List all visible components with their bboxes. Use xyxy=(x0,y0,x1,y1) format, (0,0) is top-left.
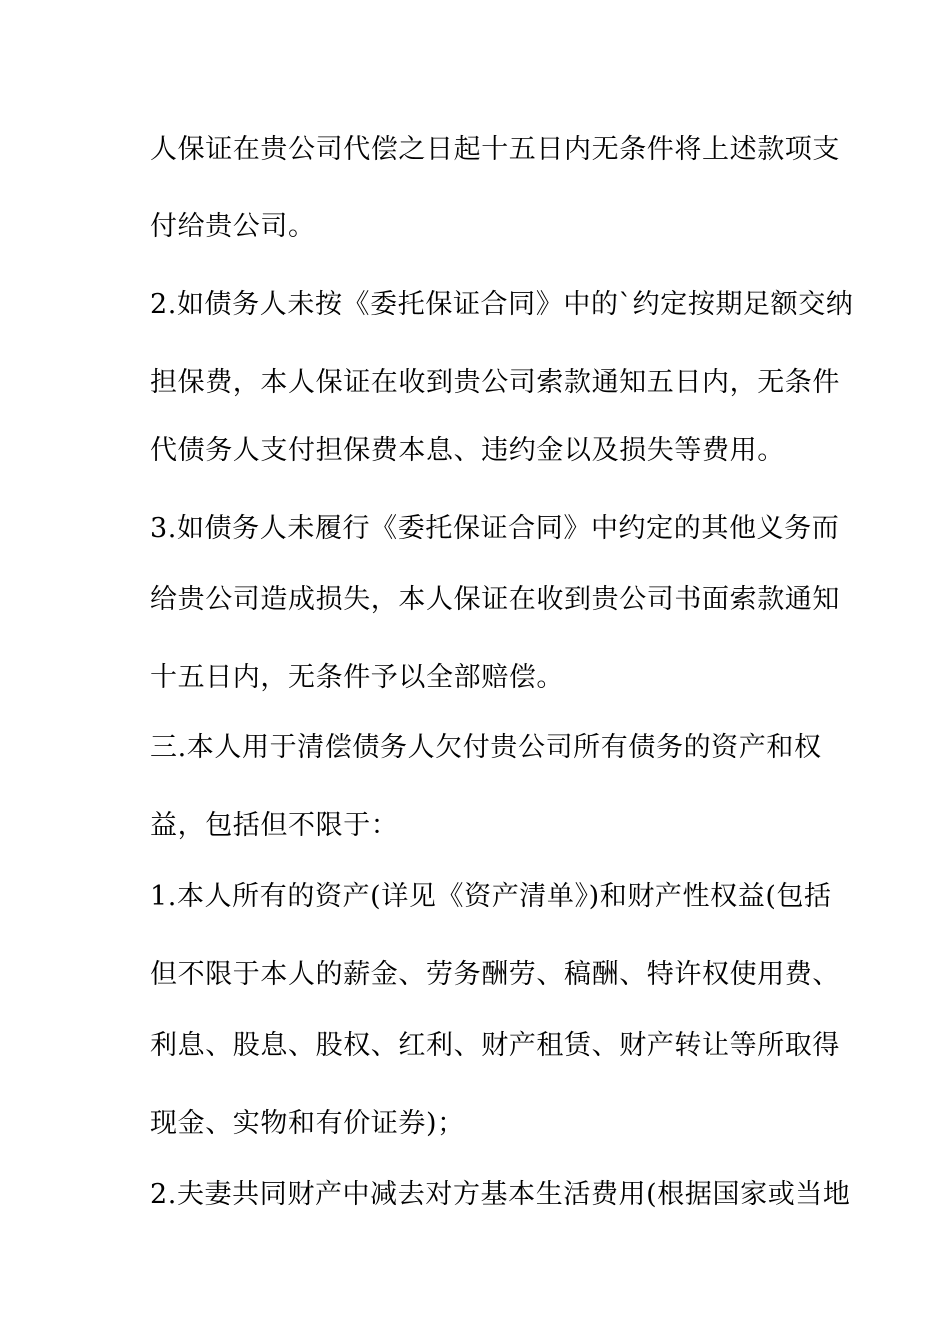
text-line: 三.本人用于清偿债务人欠付贵公司所有债务的资产和权 xyxy=(150,732,822,763)
text-line: 2.夫妻共同财产中减去对方基本生活费用(根据国家或当地 xyxy=(150,1179,851,1210)
text-line: 利息、股息、股权、红利、财产租赁、财产转让等所取得 xyxy=(150,1030,840,1061)
text-line: 3.如债务人未履行《委托保证合同》中约定的其他义务而 xyxy=(150,513,840,544)
text-line: 付给贵公司。 xyxy=(150,211,316,242)
text-line: 益，包括但不限于： xyxy=(150,810,399,841)
text-line: 给贵公司造成损失，本人保证在收到贵公司书面索款通知 xyxy=(150,584,840,615)
text-line: 代债务人支付担保费本息、违约金以及损失等费用。 xyxy=(150,435,785,466)
text-line: 人保证在贵公司代偿之日起十五日内无条件将上述款项支 xyxy=(150,134,840,165)
text-line: 担保费，本人保证在收到贵公司索款通知五日内，无条件 xyxy=(150,367,840,398)
text-line: 但不限于本人的薪金、劳务酬劳、稿酬、特许权使用费、 xyxy=(150,959,840,990)
text-line: 2.如债务人未按《委托保证合同》中的`约定按期足额交纳 xyxy=(150,289,854,320)
text-line: 现金、实物和有价证券)； xyxy=(150,1108,465,1139)
text-line: 十五日内，无条件予以全部赔偿。 xyxy=(150,662,564,693)
text-line: 1.本人所有的资产(详见《资产清单》)和财产性权益(包括 xyxy=(150,881,832,912)
